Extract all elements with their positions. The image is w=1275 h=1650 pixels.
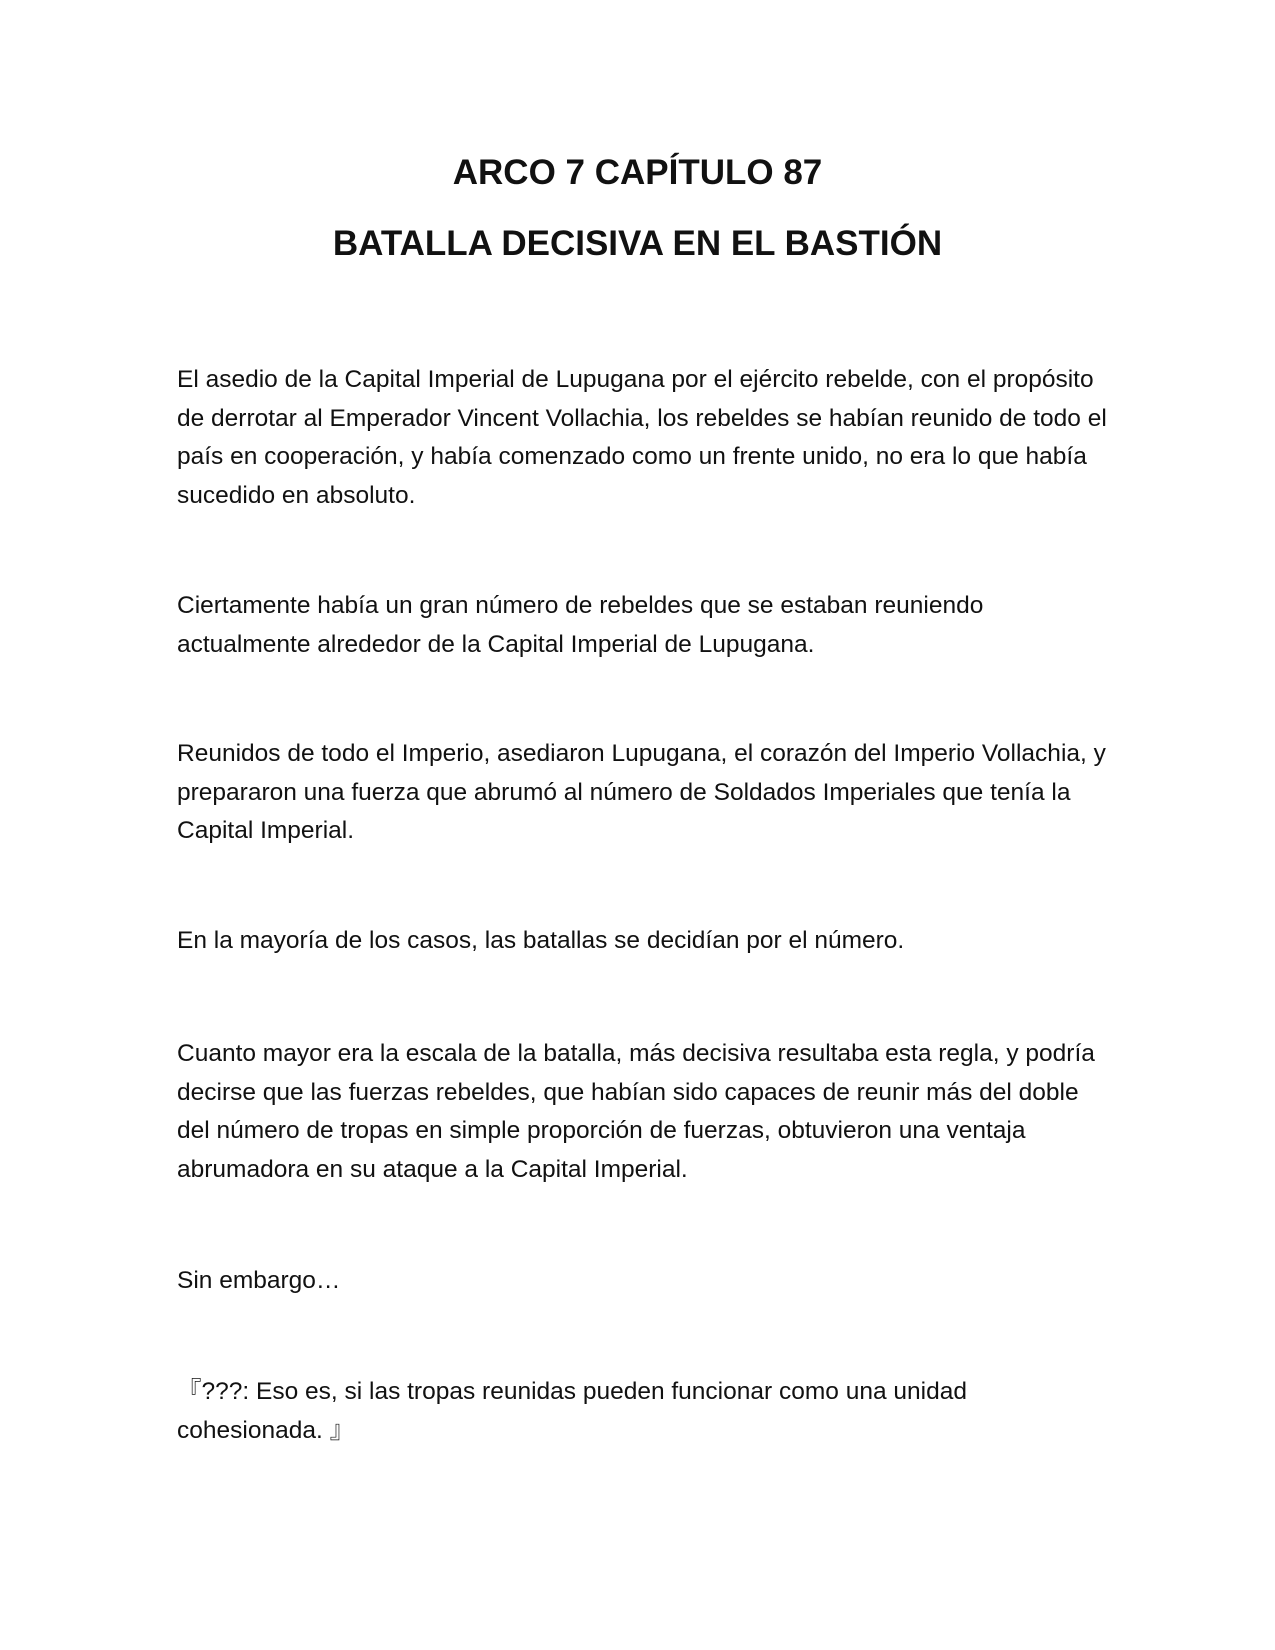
chapter-title: ARCO 7 CAPÍTULO 87 bbox=[452, 153, 823, 192]
paragraph-4: En la mayoría de los casos, las batallas se decidían por el número. bbox=[177, 927, 905, 954]
paragraph-1: El asedio de la Capital Imperial de Lupugana por el ejército rebelde, con el propósito de derrotar al Emperador Vincent Vollachia, los rebeldes se habían reunido de todo el país en cooperación, y había comenzado como un frente unido, no era lo que había sucedido en absoluto. bbox=[177, 366, 1107, 509]
paragraph-2: Ciertamente había un gran número de rebeldes que se estaban reuniendo actualmente alrededor de la Capital Imperial de Lupugana. bbox=[177, 592, 984, 658]
chapter-subtitle: BATALLA DECISIVA EN EL BASTIÓN bbox=[332, 224, 943, 263]
paragraph-6: Sin embargo… bbox=[177, 1267, 341, 1294]
paragraph-3: Reunidos de todo el Imperio, asediaron Lupugana, el corazón del Imperio Vollachia, y prepararon una fuerza que abrumó al número de Soldados Imperiales que tenía la Capital Imperial. bbox=[177, 740, 1106, 844]
paragraph-7: 『???: Eso es, si las tropas reunidas pueden funcionar como una unidad cohesionada. 』 bbox=[177, 1378, 967, 1444]
paragraph-5: Cuanto mayor era la escala de la batalla, más decisiva resultaba esta regla, y podría decirse que las fuerzas rebeldes, que habían sido capaces de reunir más del doble del número de tropas en simple proporción de fuerzas, obtuvieron una ventaja abrumadora en su ataque a la Capital Imperial. bbox=[177, 1040, 1095, 1183]
